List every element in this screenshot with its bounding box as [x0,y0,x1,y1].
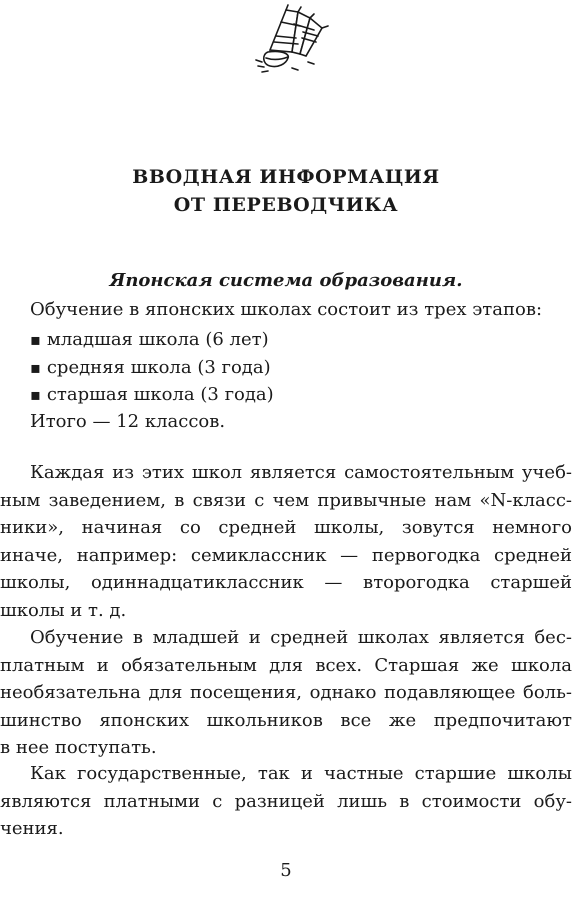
shuttlecock-icon [248,2,334,76]
total-text [30,408,572,436]
heading-line-1: ВВОДНАЯ ИНФОРМАЦИЯ [132,166,440,188]
paragraph-line: ники», начиная со средней школы, зовутся немного [0,517,572,538]
paragraph-2 [0,624,572,762]
paragraph-line: иначе, например: семиклассник — первогодка средней [0,544,572,566]
paragraph-line: ным заведением, в связи с чем привычные нам «N-класс- [0,489,572,511]
list-item: ▪ младшая школа (6 лет) [30,326,572,354]
paragraph-line: платным и обязательным для всех. Старшая же школа [0,654,572,676]
page-number: 5 [280,860,292,881]
intro-line: Обучение в японских школах состоит из трех этапов: [30,299,543,320]
paragraph-line: школы, одиннадцатиклассник — второгодка старшей [0,572,572,593]
heading-line-2: ОТ ПЕРЕВОДЧИКА [173,194,399,216]
paragraph-line: шинство японских школьников все же предпочитают [0,709,572,731]
paragraph-line: школы и т. д. [0,599,127,621]
school-stages-list [30,326,572,409]
paragraph-line: в нее поступать. [0,737,157,758]
paragraph-line: необязательна для посещения, однако подавляющее боль- [0,682,572,703]
paragraph-line: Как государственные, так и частные старшие школы [30,763,572,784]
intro-text [30,296,572,324]
list-item: ▪ средняя школа (3 года) [30,354,572,382]
total-line: Итого — 12 классов. [30,411,226,432]
section-subheading: Японская система образования. [109,270,463,291]
paragraph-line: чения. [0,818,64,839]
paragraph-line: Каждая из этих школ является самостоятельным учеб- [30,462,572,483]
paragraph-line: Обучение в младшей и средней школах является бес- [30,627,572,648]
paragraph-1 [0,459,572,624]
paragraph-3 [0,760,572,843]
chapter-heading [0,163,572,219]
list-item: ▪ старшая школа (3 года) [30,381,572,409]
paragraph-line: являются платными с разницей лишь в стоимости обу- [0,790,572,812]
